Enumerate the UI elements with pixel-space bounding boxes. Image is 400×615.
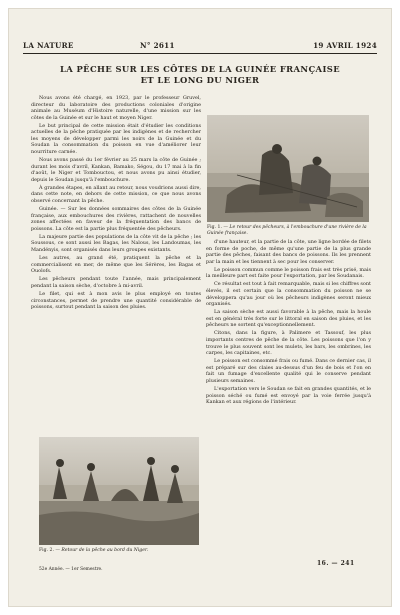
fishermen-photo bbox=[207, 115, 369, 222]
paragraph: Nous avons été chargé, en 1923, par le professeur Gruvel, directeur du laboratoire des productions coloniales d'origine animale au Muséum d'Histoire naturelle, d'une mission sur les côtes de la Guinée et sur le haut et moyen Niger. bbox=[31, 95, 201, 121]
figure1-label: Fig. 1. bbox=[207, 225, 222, 230]
niger-fishing-photo-art bbox=[39, 437, 199, 545]
paragraph: La majeure partie des populations de la côte vit de la pêche ; les Soussous, ce sont aussi les Bagas, les Nalous, les Landoumas, les Mandényis, sont organisés dans leurs groupes existants. bbox=[31, 233, 201, 253]
paragraph: La saison sèche est aussi favorable à la pêche, mais la houle est en général très forte sur le littoral en saison des pluies, et les pêcheurs ne sortent qu'exceptionnellement. bbox=[206, 309, 371, 329]
figure1-caption bbox=[207, 225, 369, 237]
journal-name: LA NATURE bbox=[23, 41, 74, 50]
paragraph: Ce résultat est tout à fait remarquable, mais si les chiffres sont élevés, il est certain que la consommation du poisson ne se développera qu'au jour où les pêcheurs indigènes seront mieux organisés. bbox=[206, 281, 371, 308]
footer-page-number: 16. — 241 bbox=[317, 560, 355, 567]
paragraph: Le poisson est consommé frais ou fumé. Dans ce dernier cas, il est préparé sur des claies au-dessus d'un feu de bois et l'on en fait un fumage d'excellente qualité qui le conserve pendant plusieurs semaines. bbox=[206, 358, 371, 384]
paragraph: Les pêcheurs pendant toute l'année, mais principalement pendant la saison sèche, d'octobre à mi-avril. bbox=[31, 276, 201, 289]
figure1-text: — Le retour des pêcheurs, à l'embouchure d'une rivière de la Guinée française. bbox=[207, 225, 367, 236]
left-column bbox=[31, 95, 201, 312]
paragraph: L'exportation vers le Soudan se fait en grandes quantités, et le poisson séché ou fumé est envoyé par la voie ferrée jusqu'à Kankan et aux régions de l'intérieur. bbox=[206, 386, 371, 406]
footer-volume: 52e Année. — 1er Semestre. bbox=[39, 567, 103, 572]
paragraph: d'une hauteur, et la partie de la côte, une ligne bordée de filets en forme de poche, de même qu'une partie de la plus grande partie des pêches, faisant des bancs de poissons. Ils les prennent par la main et les tiennent à sec pour les conserver. bbox=[206, 239, 371, 265]
paragraph: Nous avons passé du 1er février au 25 mars la côte de Guinée ; durant les mois d'avril, Kankan, Bamako, Ségou, du 17 mai à la fin d'août, le Niger et Tombouctou, et nous avons pu ainsi étudier, depuis le Soudan jusqu'à l'embouchure. bbox=[31, 157, 201, 183]
issue-date: 19 AVRIL 1924 bbox=[313, 41, 377, 50]
issue-number: N° 2611 bbox=[140, 41, 175, 50]
page-header bbox=[23, 41, 377, 51]
figure2-text: — Retour de la pêche au bord du Niger. bbox=[55, 548, 149, 553]
header-rule bbox=[23, 53, 377, 54]
right-column bbox=[206, 239, 371, 407]
figure2-caption bbox=[39, 548, 199, 554]
paragraph: Le filet, qui est à mon avis le plus employé en toutes circonstances, permet de prendre une quantité considérable de poissons, surtout pendant la saison des pluies. bbox=[31, 291, 201, 311]
paragraph: À grandes étapes, en allant au retour, nous voudrions aussi dire, dans cette note, en dehors de cette mission, ce que nous avons observé concernant la pêche. bbox=[31, 184, 201, 204]
paragraph: Les autres, au grand été, pratiquent la pêche et la commercialisent en mer, de même que les Sérères, les Bagas et Ouolofs. bbox=[31, 255, 201, 275]
figure2-label: Fig. 2. bbox=[39, 548, 54, 553]
journal-page bbox=[9, 9, 391, 606]
article-title bbox=[23, 64, 377, 86]
paragraph: Le poisson commun comme le poisson frais est très prisé, mais la meilleure part est faite pour l'exportation, par les Soudanais. bbox=[206, 266, 371, 280]
title-line-1: LA PÊCHE SUR LES CÔTES DE LA GUINÉE FRANÇAISE bbox=[59, 64, 340, 74]
paragraph: Citons, dans la figure, à Palimere et Tassouf, les plus importants centres de pêche de la côte. Les poissons que l'on y trouve le plus souvent sont les mulets, les bars, les ombrines, les carpes, les capitaines, etc. bbox=[206, 330, 371, 357]
title-line-2: ET LE LONG DU NIGER bbox=[140, 75, 260, 85]
paragraph: Le but principal de cette mission était d'étudier les conditions actuelles de la pêche pratiquée par les indigènes et de rechercher les moyens de développer parmi les noirs de la Guinée et du Soudan la consommation du poisson en vue d'améliorer leur nourriture carnée. bbox=[31, 122, 201, 155]
fishermen-photo-art bbox=[207, 115, 369, 222]
niger-fishing-photo bbox=[39, 437, 199, 545]
paragraph: Guinée. — Sur les données sommaires des côtes de la Guinée française, aux embouchures des rivières, rattachent de nouvelles zones affectées en faveur de la fréquentation des bancs de poissons. La côte est la partie plus fréquentée des pêcheurs. bbox=[31, 206, 201, 232]
